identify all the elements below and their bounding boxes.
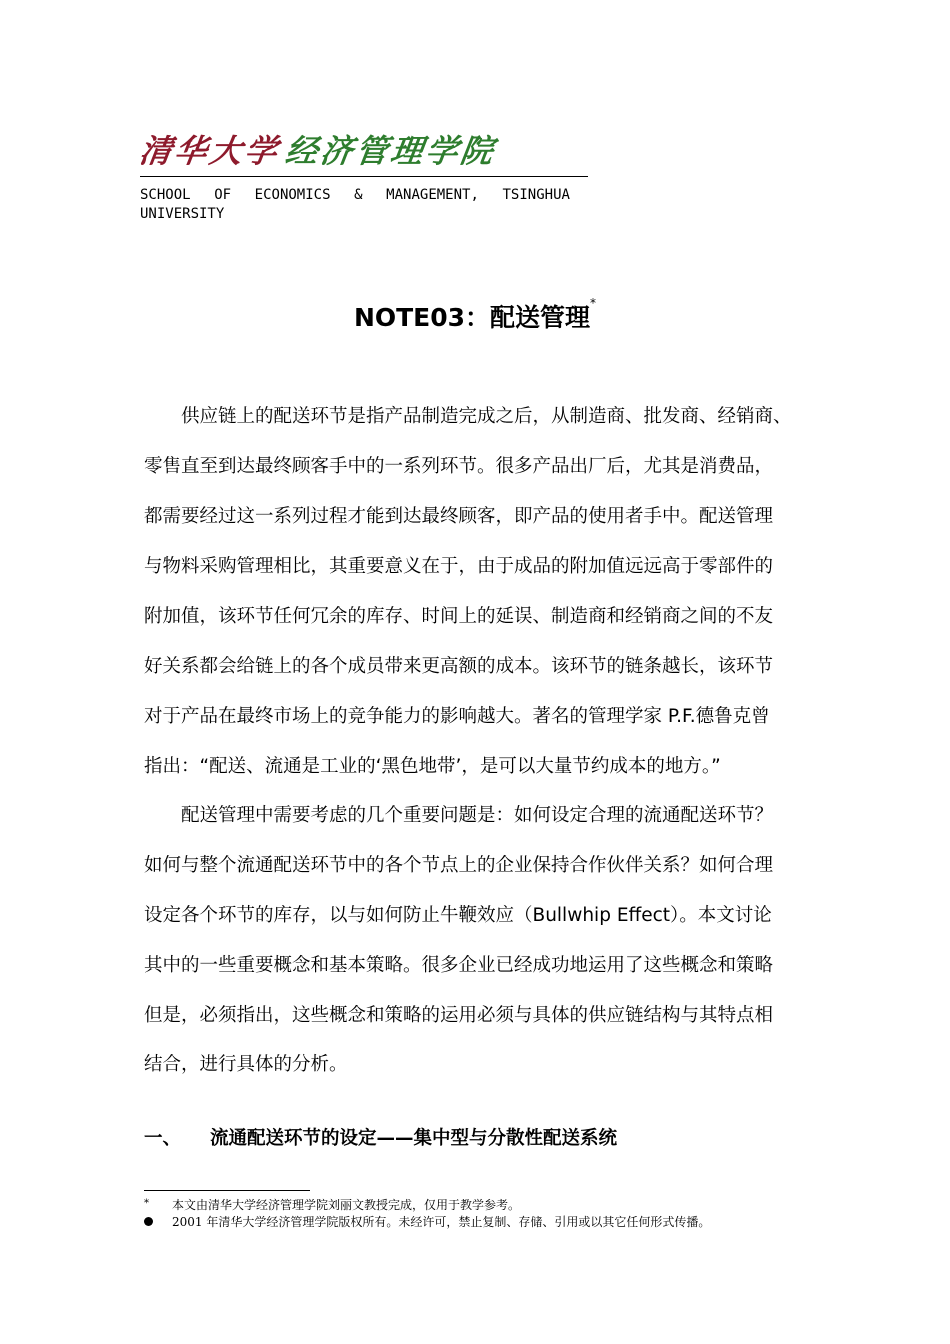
body-line: 结合，进行具体的分析。 bbox=[144, 1054, 348, 1075]
logo-university-name: 清华大学 bbox=[137, 132, 283, 170]
school-word: OF bbox=[214, 187, 232, 203]
footnote-divider bbox=[144, 1190, 310, 1191]
body-line: 附加值，该环节任何冗余的库存、时间上的延误、制造商和经销商之间的不友 bbox=[144, 606, 774, 627]
footnote-text: 本文由清华大学经济管理学院刘丽文教授完成，仅用于教学参考。 bbox=[172, 1198, 521, 1212]
school-word: SCHOOL bbox=[140, 187, 191, 203]
body-line: 指出：“配送、流通是工业的‘黑色地带’，是可以大量节约成本的地方。” bbox=[144, 756, 721, 777]
school-english-name bbox=[140, 186, 570, 224]
section-number: 一、 bbox=[144, 1128, 182, 1149]
logo-school-name: 经济管理学院 bbox=[283, 132, 499, 170]
footnote-mark: * bbox=[144, 1198, 149, 1209]
title-text: NOTE03：配送管理 bbox=[353, 303, 591, 332]
school-word: & bbox=[354, 187, 363, 203]
body-line: 设定各个环节的库存，以与如何防止牛鞭效应（Bullwhip Effect）。本文讨论 bbox=[144, 905, 772, 926]
section-heading bbox=[144, 1124, 617, 1150]
section-title: 流通配送环节的设定——集中型与分散性配送系统 bbox=[210, 1128, 618, 1149]
body-line: 配送管理中需要考虑的几个重要问题是：如何设定合理的流通配送环节？ bbox=[181, 805, 774, 826]
body-line: 好关系都会给链上的各个成员带来更高额的成本。该环节的链条越长，该环节 bbox=[144, 656, 774, 677]
body-line: 都需要经过这一系列过程才能到达最终顾客，即产品的使用者手中。配送管理 bbox=[144, 506, 774, 527]
footnote-text: 2001 年清华大学经济管理学院版权所有。未经许可，禁止复制、存储、引用或以其它任何形式传播。 bbox=[172, 1215, 711, 1229]
school-logo bbox=[137, 126, 600, 172]
body-line: 其中的一些重要概念和基本策略。很多企业已经成功地运用了这些概念和策略 bbox=[144, 955, 774, 976]
body-line: 对于产品在最终市场上的竞争能力的影响越大。著名的管理学家 P.F.德鲁克曾 bbox=[144, 706, 770, 727]
footnote-2 bbox=[144, 1213, 710, 1230]
school-name-line2: UNIVERSITY bbox=[140, 206, 225, 222]
bullet-icon bbox=[144, 1217, 153, 1226]
logo-divider bbox=[140, 176, 588, 177]
school-word: ECONOMICS bbox=[254, 187, 331, 203]
page-title bbox=[0, 298, 950, 334]
footnote-1 bbox=[144, 1196, 520, 1213]
school-word: TSINGHUA bbox=[502, 187, 570, 203]
body-line: 零售直至到达最终顾客手中的一系列环节。很多产品出厂后，尤其是消费品， bbox=[144, 456, 774, 477]
body-line: 与物料采购管理相比，其重要意义在于，由于成品的附加值远远高于零部件的 bbox=[144, 556, 774, 577]
school-word: MANAGEMENT, bbox=[386, 187, 479, 203]
school-name-line1 bbox=[140, 186, 570, 205]
body-line: 供应链上的配送环节是指产品制造完成之后，从制造商、批发商、经销商、 bbox=[181, 406, 792, 427]
body-line: 但是，必须指出，这些概念和策略的运用必须与具体的供应链结构与其特点相 bbox=[144, 1005, 774, 1026]
body-line: 如何与整个流通配送环节中的各个节点上的企业保持合作伙伴关系？如何合理 bbox=[144, 855, 774, 876]
title-footnote-mark: * bbox=[590, 296, 597, 310]
